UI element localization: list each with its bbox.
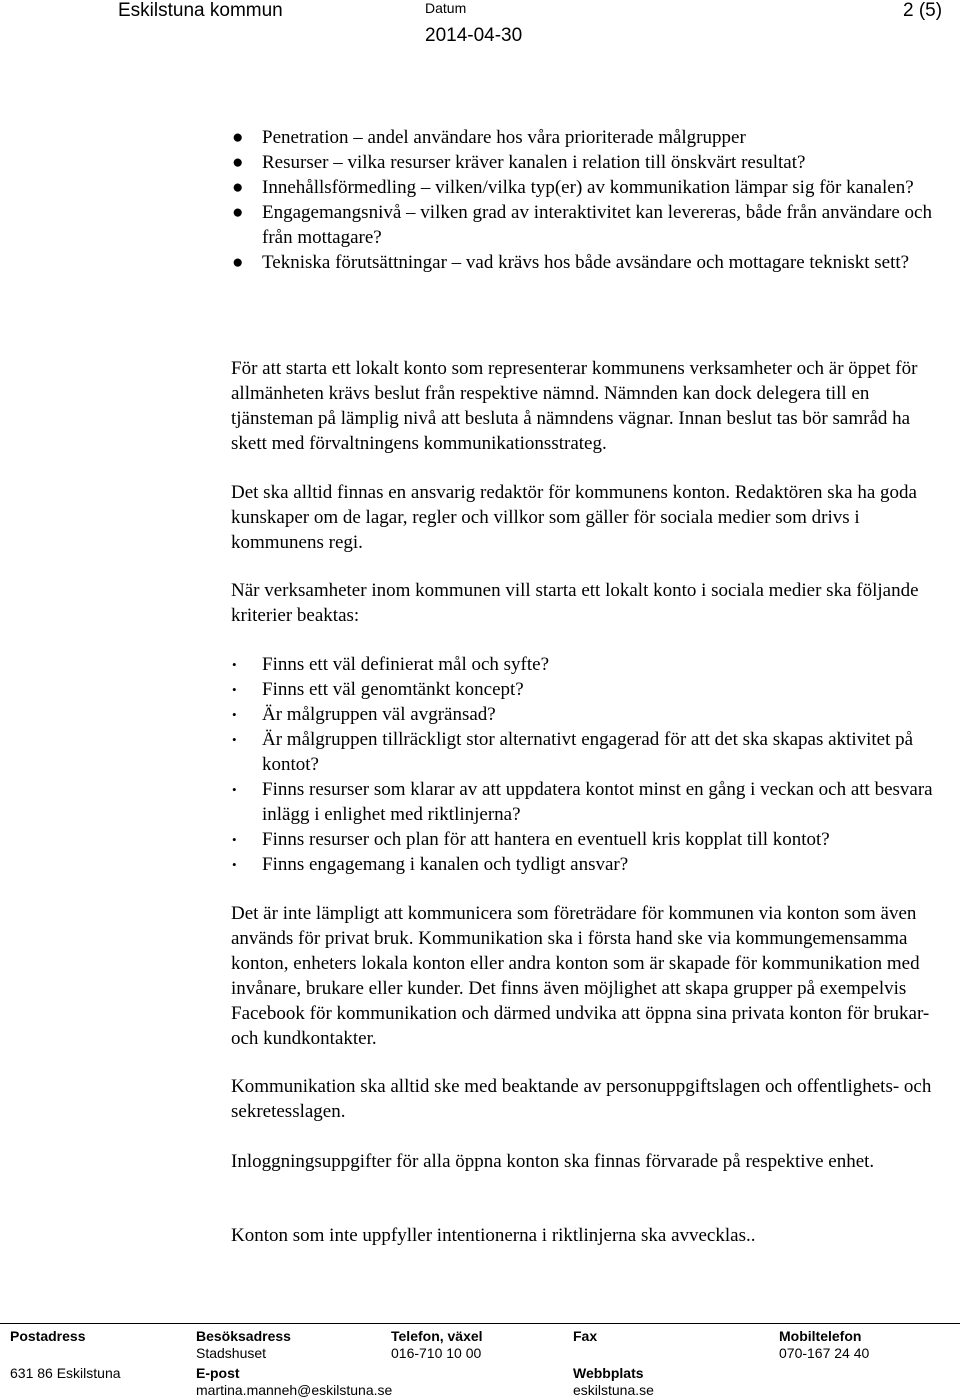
paragraph-editor: Det ska alltid finnas en ansvarig redaktör för kommunens konton. Redaktören ska ha goda kunskaper om de lagar, regler och villkor som gäller för sociala medier som drivs i kommunens regi. bbox=[231, 482, 917, 553]
list-item: • Är målgruppen väl avgränsad? bbox=[232, 704, 496, 725]
list-item: • Är målgruppen tillräckligt stor alternativt engagerad för att det ska skapas aktivitet på kontot? bbox=[232, 729, 914, 775]
footer-besoksadress: Stadshuset bbox=[196, 1345, 267, 1361]
channel-criteria-list bbox=[0, 125, 960, 275]
bullet-icon: • bbox=[232, 707, 237, 722]
paragraph-criteria-intro: När verksamheter inom kommunen vill starta ett lokalt konto i sociala medier ska följande kriterier beaktas: bbox=[231, 580, 919, 626]
bullet-icon: ● bbox=[232, 202, 244, 223]
list-item: • Finns resurser som klarar av att uppdatera kontot minst en gång i veckan och att besvara inlägg i enlighet med riktlinjerna? bbox=[232, 779, 933, 825]
list-item: • Finns engagemang i kanalen och tydligt ansvar? bbox=[232, 854, 629, 875]
list-item: ● Resurser – vilka resurser kräver kanalen i relation till önskvärt resultat? bbox=[232, 152, 806, 173]
bullet-icon: • bbox=[232, 832, 237, 847]
bullet-icon: ● bbox=[232, 252, 244, 273]
paragraph-private-accounts: Det är inte lämpligt att kommunicera som företrädare för kommunen via konton som även används för privat bruk. Kommunikation ska i första hand ske via kommungemensamma konton, enheters lokala konton eller andra konton som är skapade för kommunikation med invånare, brukare eller kunder. Det finns även möjlighet att skapa grupper på exempelvis Facebook för kommunikation och därmed undvika att öppna sina privata konton för brukar- och kundkontakter. bbox=[231, 903, 930, 1049]
paragraph-decision: För att starta ett lokalt konto som representerar kommunens verksamheter och är öppet för allmänheten krävs beslut från respektive nämnd. Nämnden kan dock delegera till en tjänsteman på lämplig nivå att besluta å nämndens vägnar. Innan beslut tas bör samråd ha skett med förvaltningens kommunikationsstrateg. bbox=[231, 358, 918, 454]
footer-telefon: 016-710 10 00 bbox=[391, 1345, 482, 1361]
header-date-label: Datum bbox=[425, 0, 467, 16]
paragraph-legislation: Kommunikation ska alltid ske med beaktande av personuppgiftslagen och offentlighets- och sekretesslagen. bbox=[231, 1076, 932, 1122]
list-item: • Finns ett väl genomtänkt koncept? bbox=[232, 679, 524, 700]
header-org: Eskilstuna kommun bbox=[118, 0, 283, 21]
list-item: ● Penetration – andel användare hos våra prioriterade målgrupper bbox=[232, 127, 746, 148]
footer-postadress-label: Postadress bbox=[10, 1328, 86, 1344]
bullet-icon: ● bbox=[232, 177, 244, 198]
list-item: ● Innehållsförmedling – vilken/vilka typ(er) av kommunikation lämpar sig för kanalen? bbox=[232, 177, 914, 198]
footer-epost-label: E-post bbox=[196, 1365, 240, 1381]
footer-mobil: 070-167 24 40 bbox=[779, 1345, 870, 1361]
footer-mobil-label: Mobiltelefon bbox=[779, 1328, 862, 1344]
bullet-icon: • bbox=[232, 732, 237, 747]
bullet-icon: ● bbox=[232, 152, 244, 173]
bullet-icon: ● bbox=[232, 127, 244, 148]
footer-epost[interactable]: martina.manneh@eskilstuna.se bbox=[196, 1382, 393, 1398]
bullet-icon: • bbox=[232, 782, 237, 797]
footer-telefon-label: Telefon, växel bbox=[391, 1328, 483, 1344]
list-item: ● Tekniska förutsättningar – vad krävs hos både avsändare och mottagare tekniskt sett? bbox=[232, 252, 910, 273]
footer-postadress: 631 86 Eskilstuna bbox=[10, 1365, 121, 1381]
header-page-number: 2 (5) bbox=[903, 0, 943, 21]
bullet-icon: • bbox=[232, 682, 237, 697]
list-item: • Finns resurser och plan för att hantera en eventuell kris kopplat till kontot? bbox=[232, 829, 830, 850]
footer-webbplats-label: Webbplats bbox=[573, 1365, 644, 1381]
footer-webbplats[interactable]: eskilstuna.se bbox=[573, 1382, 654, 1398]
header-date: 2014-04-30 bbox=[425, 25, 523, 46]
paragraph-closing: Konton som inte uppfyller intentionerna i riktlinjerna ska avvecklas.. bbox=[231, 1225, 756, 1246]
footer-besoksadress-label: Besöksadress bbox=[196, 1328, 291, 1344]
list-item: • Finns ett väl definierat mål och syfte? bbox=[232, 654, 550, 675]
account-criteria-list bbox=[0, 652, 960, 877]
bullet-icon: • bbox=[232, 857, 237, 872]
footer-fax-label: Fax bbox=[573, 1328, 598, 1344]
footer-divider bbox=[0, 1323, 960, 1324]
list-item: ● Engagemangsnivå – vilken grad av interaktivitet kan levereras, både från användare och från mottagare? bbox=[232, 202, 932, 248]
paragraph-login-details: Inloggningsuppgifter för alla öppna konton ska finnas förvarade på respektive enhet. bbox=[231, 1151, 875, 1172]
bullet-icon: • bbox=[232, 657, 237, 672]
